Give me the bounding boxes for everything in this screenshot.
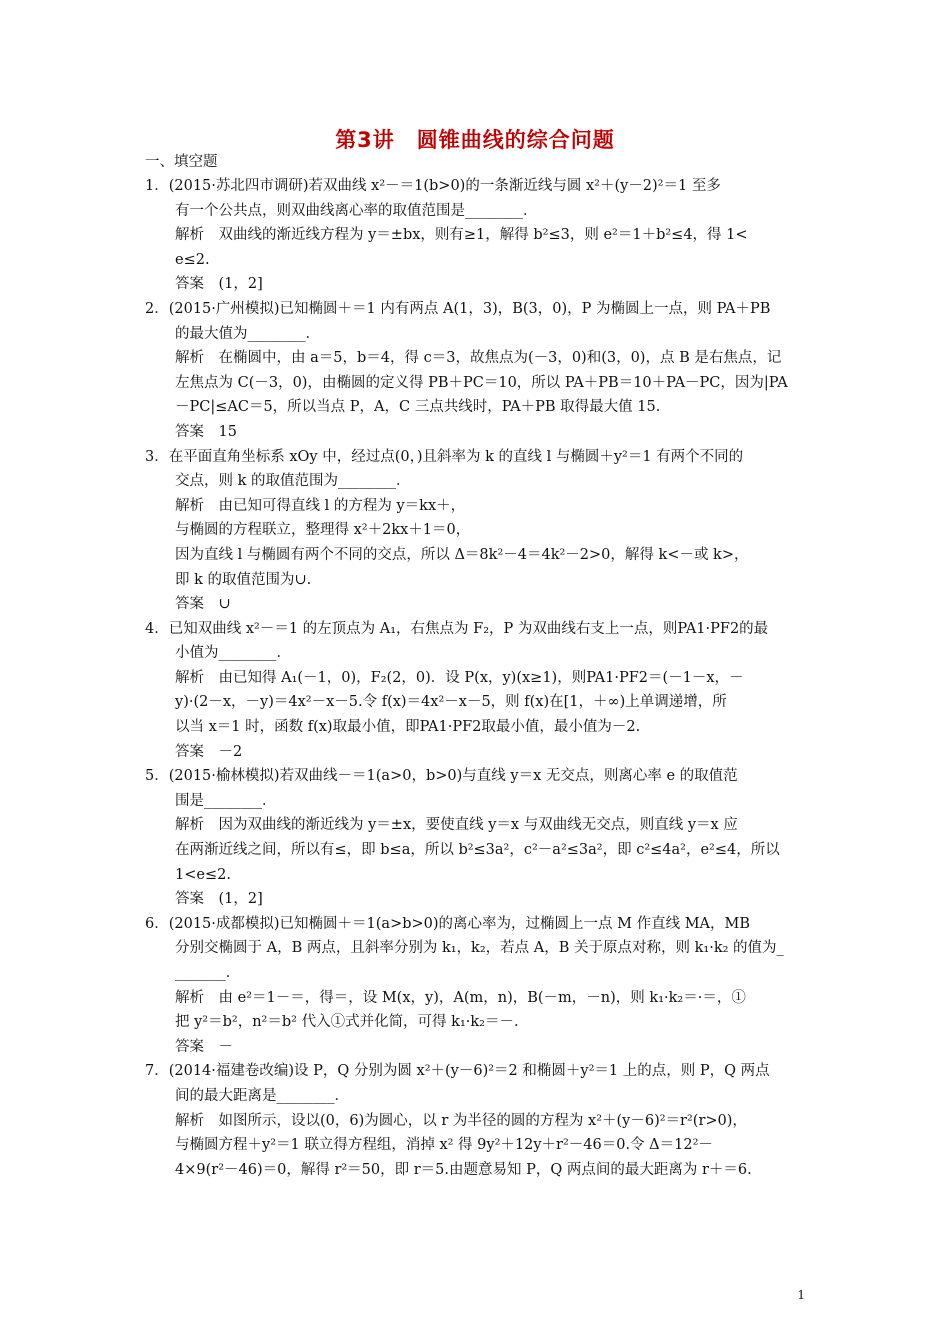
solution-line: 解析 由已知得 A₁(－1，0)，F₂(2，0)．设 P(x，y)(x≥1)，则PA1·PF2＝(－1－x，－ <box>175 669 744 686</box>
answer-line: 答案 ∪ <box>175 596 231 613</box>
problem-2 <box>145 297 815 445</box>
problem-line: 4．已知双曲线 x²－＝1 的左顶点为 A₁，右焦点为 F₂，P 为双曲线右支上一点，则PA1·PF2的最 <box>145 620 769 637</box>
solution-line: 把 y²＝b²，n²＝b² 代入①式并化简，可得 k₁·k₂＝－. <box>175 1014 519 1031</box>
solution-line: 左焦点为 C(－3，0)，由椭圆的定义得 PB＋PC＝10，所以 PA＋PB＝10＋PA－PC，因为|PA <box>175 374 788 391</box>
solution-line: 解析 由已知可得直线 l 的方程为 y＝kx＋， <box>175 497 466 514</box>
problem-line: 1．(2015·苏北四市调研)若双曲线 x²－＝1(b>0)的一条渐近线与圆 x²＋(y－2)²＝1 至多 <box>145 178 721 194</box>
problem-line: 2．(2015·广州模拟)已知椭圆＋＝1 内有两点 A(1，3)，B(3，0)，P 为椭圆上一点，则 PA＋PB <box>145 300 771 317</box>
solution-line: e≤2. <box>175 251 210 268</box>
problem-line: 6．(2015·成都模拟)已知椭圆＋＝1(a>b>0)的离心率为，过椭圆上一点 M 作直线 MA，MB <box>145 915 751 932</box>
page-number: 1 <box>797 1288 805 1302</box>
solution-line: 解析 因为双曲线的渐近线为 y＝±x，要使直线 y＝x 与双曲线无交点，则直线 y＝x 应 <box>175 817 738 834</box>
problem-line: 的最大值为________． <box>175 325 320 342</box>
solution-line: 1<e≤2. <box>175 866 231 883</box>
problem-4 <box>145 617 815 765</box>
solution-line: 解析 在椭圆中，由 a＝5，b＝4，得 c＝3，故焦点为(－3，0)和(3，0)，点 B 是右焦点，记 <box>175 350 782 367</box>
problem-line: 交点，则 k 的取值范围为________． <box>175 473 411 490</box>
problem-line: 有一个公共点，则双曲线离心率的取值范围是________． <box>175 202 538 219</box>
problem-list <box>145 174 815 1182</box>
problem-line: 围是________． <box>175 792 277 809</box>
page-title: 第3讲 圆锥曲线的综合问题 <box>335 128 615 152</box>
answer-line: 答案 － <box>175 1038 233 1055</box>
problem-3 <box>145 445 815 617</box>
solution-line: 解析 双曲线的渐近线方程为 y＝±bx，则有≥1，解得 b²≤3，则 e²＝1＋b²≤4，得 1< <box>175 227 748 244</box>
problem-line: 小值为________． <box>175 645 291 662</box>
solution-line: 以当 x＝1 时，函数 f(x)取最小值，即PA1·PF2取最小值，最小值为－2. <box>175 719 641 736</box>
answer-line: 答案 (1，2] <box>175 891 263 908</box>
solution-line: 4×9(r²－46)＝0，解得 r²＝50，即 r＝5.由题意易知 P，Q 两点间的最大距离为 r＋＝6. <box>175 1161 752 1178</box>
problem-7 <box>145 1059 815 1182</box>
solution-line: 解析 由 e²＝1－＝，得＝，设 M(x，y)，A(m，n)，B(－m，－n)，则 k₁·k₂＝·＝，① <box>175 989 746 1006</box>
problem-line: 间的最大距离是________． <box>175 1087 349 1104</box>
solution-line: 即 k 的取值范围为∪. <box>175 571 312 588</box>
problem-1 <box>145 174 815 297</box>
solution-line: 在两渐近线之间，所以有≤，即 b≤a，所以 b²≤3a²，c²－a²≤3a²，即 c²≤4a²，e²≤4，所以 <box>175 842 780 859</box>
problem-line: 分别交椭圆于 A，B 两点，且斜率分别为 k₁，k₂，若点 A，B 关于原点对称，则 k₁·k₂ 的值为_ <box>175 940 784 957</box>
answer-line: 答案 (1，2] <box>175 276 263 293</box>
solution-line: y)·(2－x，－y)＝4x²－x－5.令 f(x)＝4x²－x－5，则 f(x)在[1，＋∞)上单调递增，所 <box>175 694 727 711</box>
solution-line: 与椭圆方程＋y²＝1 联立得方程组，消掉 x² 得 9y²＋12y＋r²－46＝0.令 Δ＝12²－ <box>175 1137 713 1154</box>
problem-5 <box>145 764 815 912</box>
answer-line: 答案 15 <box>175 423 237 440</box>
problem-line: 3．在平面直角坐标系 xOy 中，经过点(0，)且斜率为 k 的直线 l 与椭圆＋y²＝1 有两个不同的 <box>145 448 744 465</box>
answer-line: 答案 －2 <box>175 743 243 760</box>
solution-line: 因为直线 l 与椭圆有两个不同的交点，所以 Δ＝8k²－4＝4k²－2>0，解得 k<－或 k>， <box>175 546 749 563</box>
solution-line: 与椭圆的方程联立，整理得 x²＋2kx＋1＝0， <box>175 522 471 539</box>
solution-line: －PC|≤AC＝5，所以当点 P，A，C 三点共线时，PA＋PB 取得最大值 15. <box>175 399 661 416</box>
solution-line: 解析 如图所示，设以(0，6)为圆心，以 r 为半径的圆的方程为 x²＋(y－6)²＝r²(r>0)， <box>175 1112 747 1129</box>
problem-line: _______． <box>175 965 241 981</box>
section-heading: 一、填空题 <box>145 154 218 170</box>
problem-line: 5．(2015·榆林模拟)若双曲线－＝1(a>0，b>0)与直线 y＝x 无交点，则离心率 e 的取值范 <box>145 768 738 785</box>
problem-line: 7．(2014·福建卷改编)设 P，Q 分别为圆 x²＋(y－6)²＝2 和椭圆＋y²＝1 上的点，则 P，Q 两点 <box>145 1063 770 1080</box>
problem-6 <box>145 912 815 1060</box>
